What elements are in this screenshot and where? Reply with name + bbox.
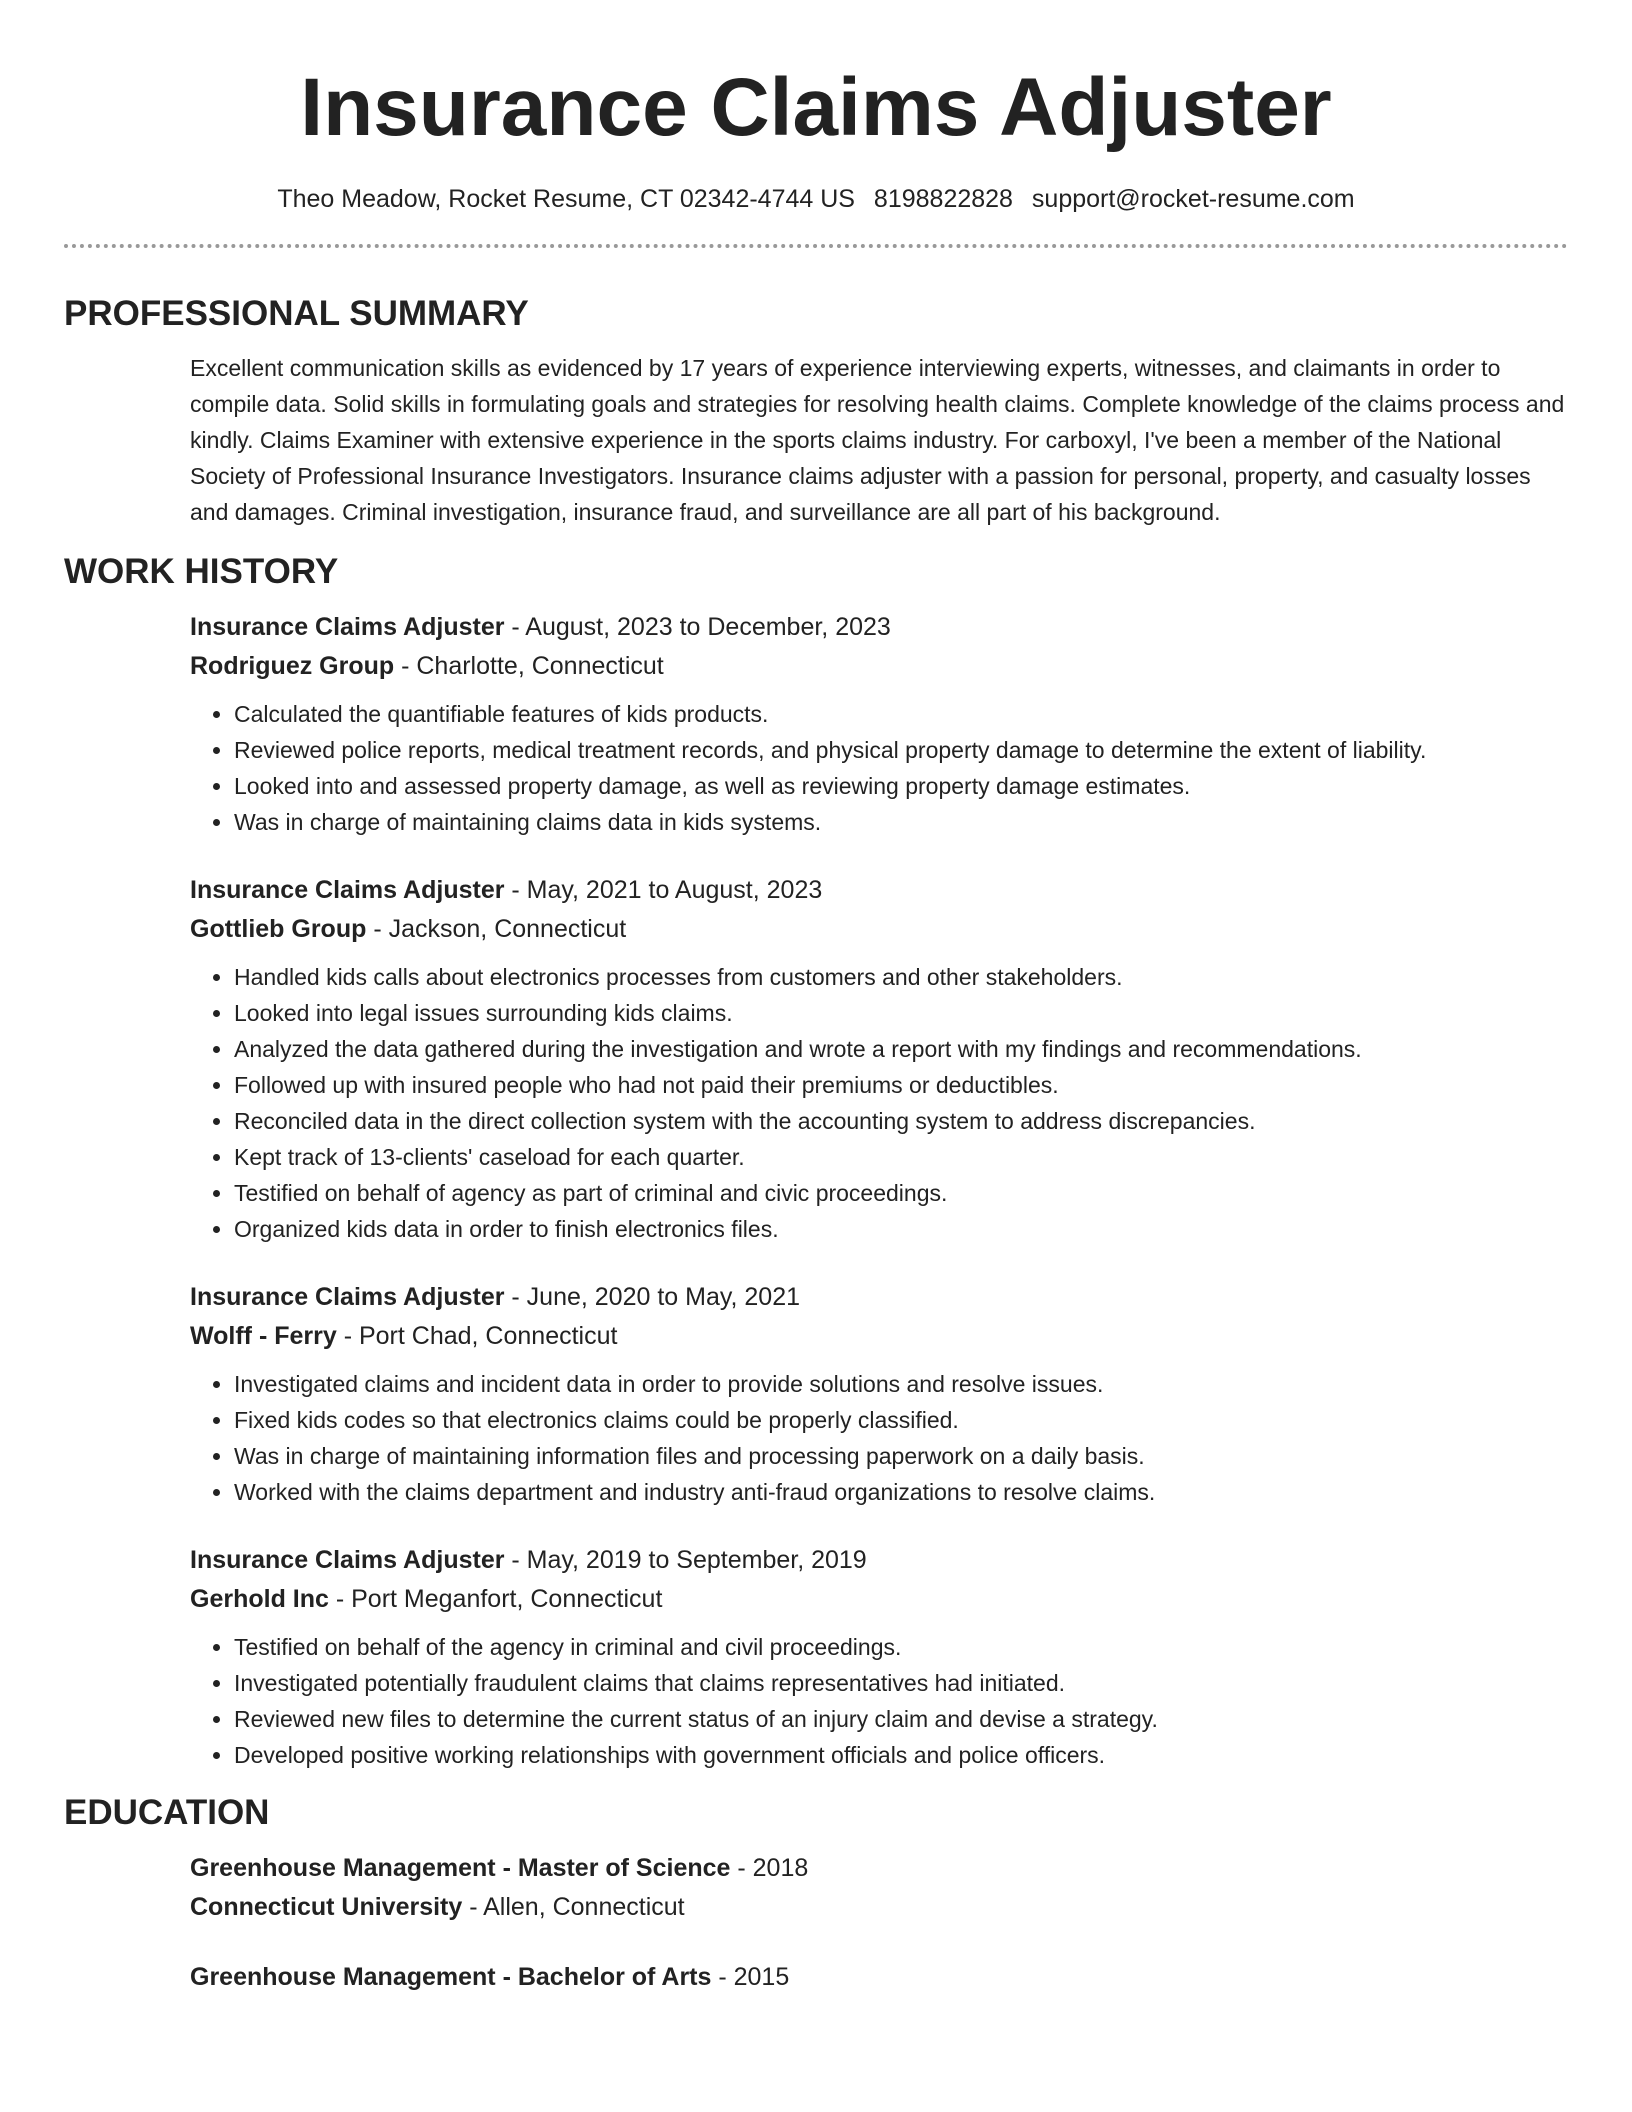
job-bullet: • Analyzed the data gathered during the investigation and wrote a report with my findings and recommendations. xyxy=(234,1031,1568,1067)
job-bullet: • Organized kids data in order to finish electronics files. xyxy=(234,1211,1568,1247)
job-bullet: • Investigated claims and incident data in order to provide solutions and resolve issues. xyxy=(234,1366,1568,1402)
job-dates: - May, 2021 to August, 2023 xyxy=(504,876,823,904)
job-bullets xyxy=(190,1629,1568,1773)
summary-section xyxy=(64,292,1568,530)
job-company: Gottlieb Group xyxy=(190,915,367,943)
education-year: - 2018 xyxy=(730,1854,809,1882)
job-bullet: • Looked into legal issues surrounding kids claims. xyxy=(234,995,1568,1031)
job-bullet: • Developed positive working relationships with government officials and police officers. xyxy=(234,1737,1568,1773)
job-bullet: • Was in charge of maintaining information files and processing paperwork on a daily basis. xyxy=(234,1438,1568,1474)
job-entry xyxy=(190,608,1568,840)
job-bullet: • Reviewed police reports, medical treatment records, and physical property damage to determine the extent of liability. xyxy=(234,732,1568,768)
education-school: Connecticut University xyxy=(190,1893,463,1921)
job-title-line xyxy=(190,608,1568,647)
job-company-line xyxy=(190,1317,1568,1356)
job-location: - Charlotte, Connecticut xyxy=(394,652,664,680)
job-entry xyxy=(190,871,1568,1247)
job-company: Gerhold Inc xyxy=(190,1585,329,1613)
job-bullet: • Handled kids calls about electronics processes from customers and other stakeholders. xyxy=(234,959,1568,995)
job-bullet: • Worked with the claims department and industry anti-fraud organizations to resolve claims. xyxy=(234,1474,1568,1510)
education-location: - Allen, Connecticut xyxy=(462,1893,685,1921)
job-title-line xyxy=(190,1541,1568,1580)
education-school-line xyxy=(190,1888,1568,1927)
job-bullets xyxy=(190,1366,1568,1510)
resume-page xyxy=(64,0,1568,1997)
job-title-line xyxy=(190,1278,1568,1317)
job-bullet: • Reviewed new files to determine the current status of an injury claim and devise a strategy. xyxy=(234,1701,1568,1737)
job-location: - Port Chad, Connecticut xyxy=(336,1322,618,1350)
job-entry xyxy=(190,1541,1568,1773)
job-bullet: • Kept track of 13-clients' caseload for each quarter. xyxy=(234,1139,1568,1175)
job-bullet: • Testified on behalf of agency as part of criminal and civic proceedings. xyxy=(234,1175,1568,1211)
job-bullet: • Fixed kids codes so that electronics claims could be properly classified. xyxy=(234,1402,1568,1438)
job-bullet: • Calculated the quantifiable features of kids products. xyxy=(234,696,1568,732)
job-bullets xyxy=(190,696,1568,840)
job-company-line xyxy=(190,647,1568,686)
education-section xyxy=(64,1791,1568,1997)
job-company-line xyxy=(190,910,1568,949)
contact-phone: 8198822828 xyxy=(873,185,1013,213)
job-location: - Port Meganfort, Connecticut xyxy=(328,1585,663,1613)
education-year: - 2015 xyxy=(711,1963,790,1991)
job-entry xyxy=(190,1278,1568,1510)
job-bullet: • Testified on behalf of the agency in criminal and civil proceedings. xyxy=(234,1629,1568,1665)
job-company-line xyxy=(190,1580,1568,1619)
job-title: Insurance Claims Adjuster xyxy=(190,613,505,641)
job-title-line xyxy=(190,871,1568,910)
education-degree: Greenhouse Management - Bachelor of Arts xyxy=(190,1963,712,1991)
resume-title: Insurance Claims Adjuster xyxy=(300,62,1332,153)
contact-line xyxy=(64,182,1568,216)
job-title: Insurance Claims Adjuster xyxy=(190,876,505,904)
job-title: Insurance Claims Adjuster xyxy=(190,1546,505,1574)
work-history-section xyxy=(64,550,1568,1773)
summary-text: Excellent communication skills as evidenced by 17 years of experience interviewing experts, witnesses, and claimants in order to compile data. Solid skills in formulating goals and strategies for resolving health claims. Complete knowledge of the claims process and kindly. Claims Examiner with extensive experience in the sports claims industry. For carboxyl, I've been a member of the National Society of Professional Insurance Investigators. Insurance claims adjuster with a passion for personal, property, and casualty losses and damages. Criminal investigation, insurance fraud, and surveillance are all part of his background. xyxy=(190,355,1565,525)
job-bullet: • Followed up with insured people who had not paid their premiums or deductibles. xyxy=(234,1067,1568,1103)
education-degree-line xyxy=(190,1958,1568,1997)
job-dates: - August, 2023 to December, 2023 xyxy=(504,613,891,641)
contact-address: Theo Meadow, Rocket Resume, CT 02342-4744 US xyxy=(277,185,855,213)
education-body xyxy=(190,1849,1568,1997)
job-bullet: • Looked into and assessed property damage, as well as reviewing property damage estimates. xyxy=(234,768,1568,804)
education-heading: EDUCATION xyxy=(64,1793,270,1832)
job-dates: - June, 2020 to May, 2021 xyxy=(504,1283,801,1311)
job-bullet: • Reconciled data in the direct collection system with the accounting system to address discrepancies. xyxy=(234,1103,1568,1139)
education-entry xyxy=(190,1849,1568,1927)
summary-body xyxy=(190,350,1568,530)
education-degree-line xyxy=(190,1849,1568,1888)
job-title: Insurance Claims Adjuster xyxy=(190,1283,505,1311)
contact-email[interactable]: support@rocket-resume.com xyxy=(1031,185,1355,213)
summary-heading: PROFESSIONAL SUMMARY xyxy=(64,294,529,333)
job-bullets xyxy=(190,959,1568,1247)
job-dates: - May, 2019 to September, 2019 xyxy=(504,1546,867,1574)
job-company: Wolff - Ferry xyxy=(190,1322,337,1350)
education-degree: Greenhouse Management - Master of Science xyxy=(190,1854,731,1882)
work-history-heading: WORK HISTORY xyxy=(64,552,339,591)
work-history-body xyxy=(190,608,1568,1773)
job-bullet: • Investigated potentially fraudulent claims that claims representatives had initiated. xyxy=(234,1665,1568,1701)
header-divider xyxy=(64,244,1568,248)
job-company: Rodriguez Group xyxy=(190,652,395,680)
education-entry xyxy=(190,1958,1568,1997)
job-location: - Jackson, Connecticut xyxy=(366,915,627,943)
job-bullet: • Was in charge of maintaining claims data in kids systems. xyxy=(234,804,1568,840)
